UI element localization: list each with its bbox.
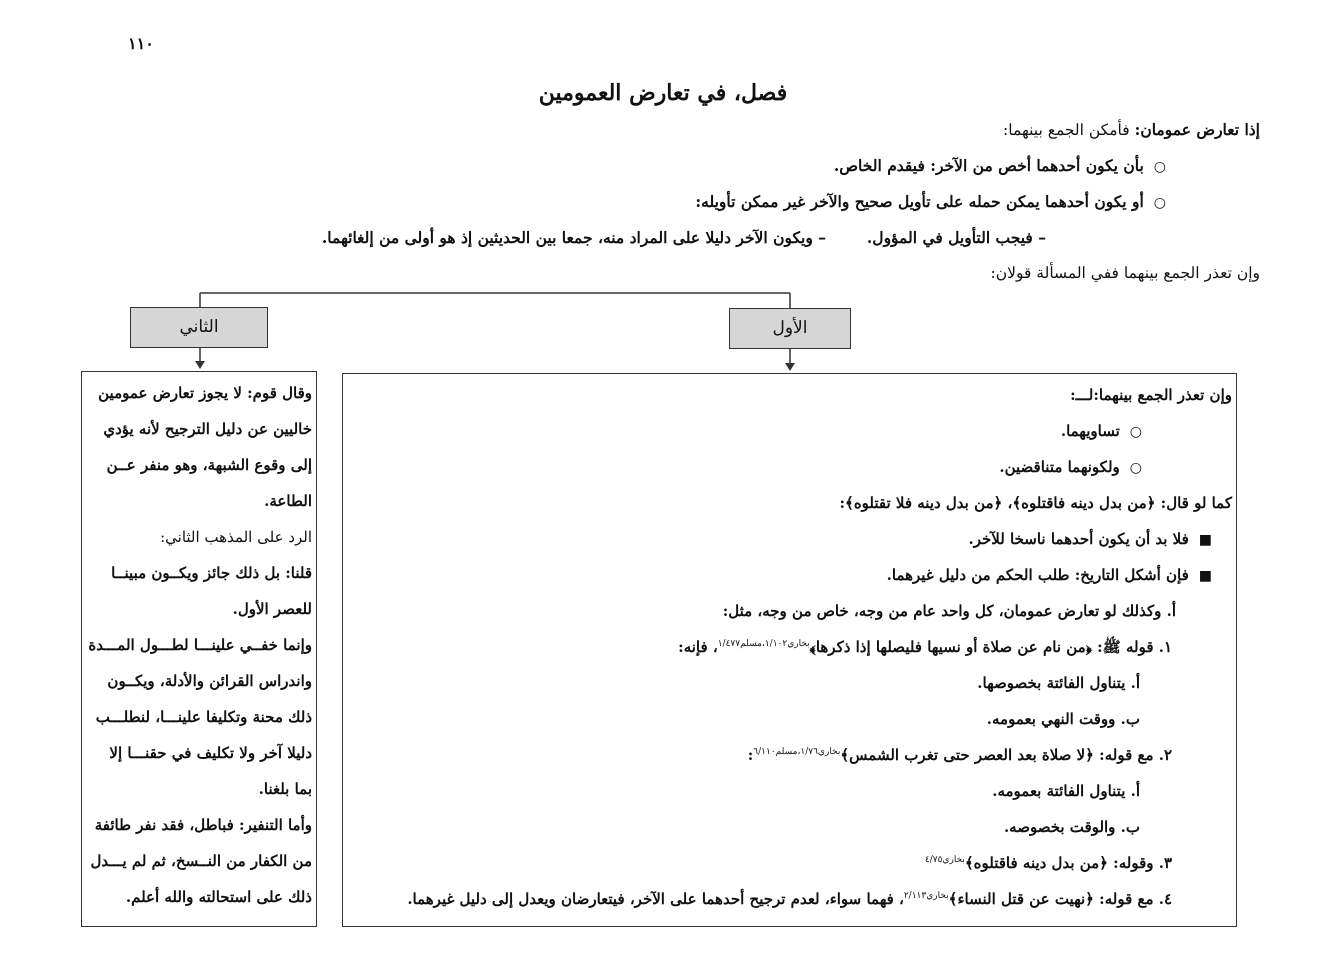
first-circle-text: تساويهما.: [1060, 422, 1120, 440]
first-item-4: [407, 890, 1172, 908]
first-circle-1: [1061, 422, 1142, 440]
circle-bullet-icon: ○: [1153, 195, 1166, 211]
intro-lead: إذا تعارض عمومان:: [1134, 120, 1260, 139]
item-4-tail: ، فهما سواء، لعدم ترجيح أحدهما على الآخر، فيتعارضان ويعدل إلى دليل غيرهما.: [407, 890, 904, 908]
item-1-ref: بخاري١/١٠٢،مسلم١/٤٧٧: [717, 639, 810, 649]
second-line: وإنما خفــي علينـــا لطـــول المـــدة: [88, 636, 312, 654]
first-item-2b: ب. والوقت بخصوصه.: [1003, 818, 1140, 836]
label-second: الثاني: [130, 307, 268, 348]
second-line: وأما التنفير: فباطل، فقد نفر طائفة: [94, 816, 312, 834]
square-bullet-icon: ■: [1198, 532, 1212, 548]
first-square-text: فلا بد أن يكون أحدهما ناسخا للآخر.: [968, 530, 1189, 548]
first-square-2: [887, 566, 1212, 584]
circle-bullet-icon: ○: [1129, 424, 1142, 440]
second-line: وقال قوم: لا يجوز تعارض عمومين: [98, 384, 312, 402]
second-line: واندراس القرائن والأدلة، ويكــون: [107, 672, 312, 690]
second-line: خاليين عن دليل الترجيح لأنه يؤدي: [103, 420, 312, 438]
item-4-text: ٤. مع قوله: ﴿نهيت عن قتل النساء﴾: [948, 890, 1172, 908]
item-3-ref: بخاري٤/٧٥: [924, 855, 965, 865]
item-3-text: ٣. وقوله: ﴿من بدل دينه فاقتلوه﴾: [964, 854, 1172, 872]
second-line: بما بلغنا.: [258, 780, 312, 798]
item-1-tail: ، فإنه:: [678, 638, 718, 656]
item-2-text: ٢. مع قوله: ﴿لا صلاة بعد العصر حتى تغرب الشمس﴾: [840, 746, 1172, 764]
first-opinion-panel: [342, 373, 1237, 927]
first-item-2a: أ. يتناول الفائتة بعمومه.: [992, 782, 1140, 800]
first-item-2: [748, 746, 1172, 764]
second-line: ذلك على استحالته والله أعلم.: [125, 888, 312, 906]
second-line: قلنا: بل ذلك جائز ويكــون مبينــا: [111, 564, 312, 582]
intro-option-text: أو يكون أحدهما يمكن حمله على تأويل صحيح والآخر غير ممكن تأويله:: [695, 192, 1144, 211]
square-bullet-icon: ■: [1198, 568, 1212, 584]
page-number: ١١٠: [128, 34, 154, 53]
intro-sub-a: – فيجب التأويل في المؤول.: [866, 228, 1046, 247]
first-item-3: [925, 854, 1172, 872]
item-1-text: ١. قوله ﷺ: ﴿من نام عن صلاة أو نسيها فليصلها إذا ذكرها﴾: [809, 638, 1172, 656]
intro-line: [1003, 120, 1260, 139]
second-line: الرد على المذهب الثاني:: [160, 528, 312, 546]
intro-option-2: [695, 192, 1166, 211]
second-opinion-panel: [81, 371, 317, 927]
second-line: من الكفار من النــسخ، ثم لم يـــدل: [90, 852, 312, 870]
page-title: فصل، في تعارض العمومين: [538, 80, 788, 106]
label-first: الأول: [729, 308, 851, 349]
item-4-ref: بخاري٢/١١٣: [903, 891, 949, 901]
item-2-tail: :: [747, 746, 754, 764]
intro-lead-rest: فأمكن الجمع بينهما:: [1003, 121, 1135, 139]
intro-sub-b: – ويكون الآخر دليلا على المراد منه، جمعا بين الحديثين إذ هو أولى من إلغائهما.: [321, 228, 826, 247]
first-item-1b: ب. ووقت النهي بعمومه.: [986, 710, 1140, 728]
intro-option-text: بأن يكون أحدهما أخص من الآخر: فيقدم الخاص.: [833, 156, 1144, 175]
second-line: الطاعة.: [264, 492, 312, 510]
second-line: ذلك محنة وتكليفا علينـــا، لنطلـــب: [95, 708, 312, 726]
item-2-ref: بخاري١/٧٦،مسلم٦/١١٠: [753, 747, 841, 757]
second-line: إلى وقوع الشبهة، وهو منفر عــن: [106, 456, 312, 474]
intro-option-1: [834, 156, 1166, 175]
first-circle-text: ولكونهما متناقضين.: [999, 458, 1120, 476]
second-line: للعصر الأول.: [232, 600, 312, 618]
second-line: دليلا آخر ولا تكليف في حقنـــا إلا: [109, 744, 312, 762]
first-square-text: فإن أشكل التاريخ: طلب الحكم من دليل غيرهما.: [886, 566, 1189, 584]
first-line-1: وإن تعذر الجمع بينهما:لـــ:: [1070, 386, 1232, 404]
first-item-1: [678, 638, 1172, 660]
circle-bullet-icon: ○: [1129, 460, 1142, 476]
first-item-1a: أ. يتناول الفائتة بخصوصها.: [977, 674, 1140, 692]
first-example: كما لو قال: ﴿من بدل دينه فاقتلوه﴾، ﴿من بدل دينه فلا تقتلوه﴾:: [839, 494, 1232, 512]
circle-bullet-icon: ○: [1153, 159, 1166, 175]
conflict-line: وإن تعذر الجمع بينهما ففي المسألة قولان:: [990, 264, 1260, 282]
first-circle-2: [999, 458, 1142, 476]
first-alif: أ. وكذلك لو تعارض عمومان، كل واحد عام من وجه، خاص من وجه، مثل:: [722, 602, 1176, 620]
first-square-1: [969, 530, 1212, 548]
